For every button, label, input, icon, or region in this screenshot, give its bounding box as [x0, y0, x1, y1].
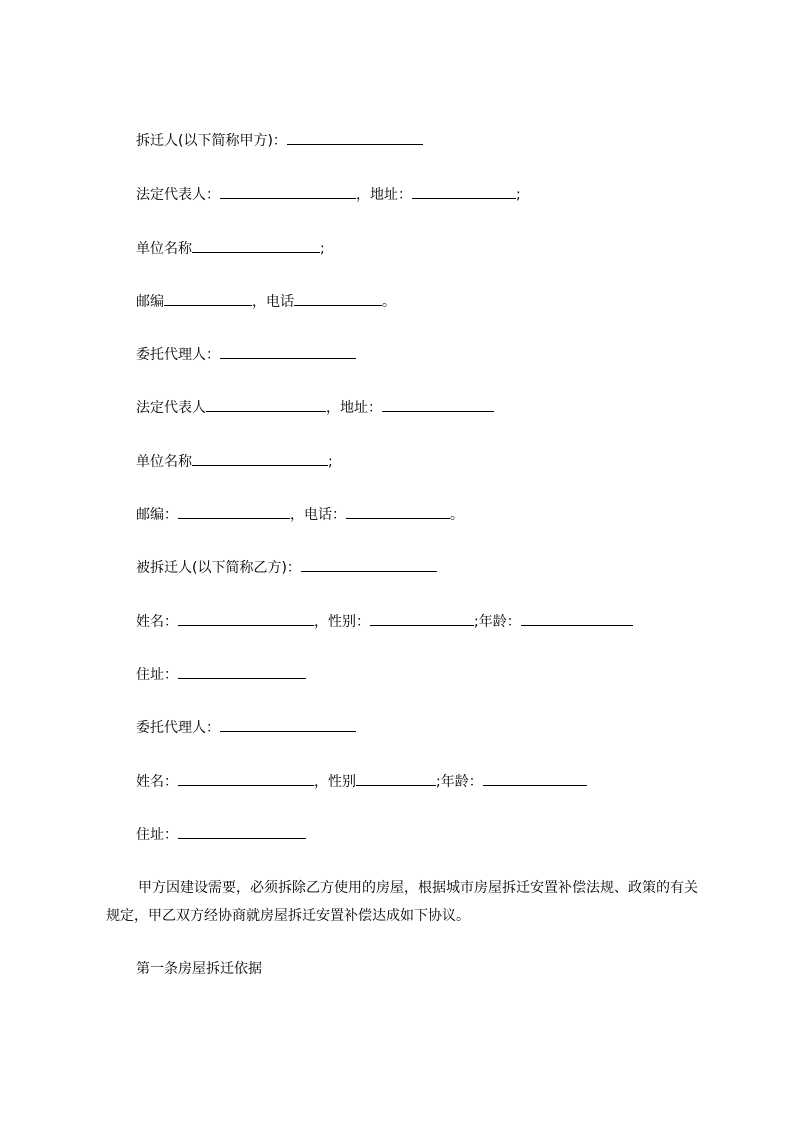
agent-line	[136, 344, 356, 365]
phone-label: ，电话：	[290, 507, 346, 523]
demolisher-blank	[287, 130, 423, 145]
agreement-intro-paragraph: 甲方因建设需要，必须拆除乙方使用的房屋，根据城市房屋拆迁安置补偿法规、政策的有关规定，甲乙双方经协商就房屋拆迁安置补偿达成如下协议。	[106, 880, 698, 924]
unit-name-blank	[192, 451, 328, 466]
postcode-label: 邮编：	[136, 507, 178, 523]
line-end-punct: 。	[450, 507, 464, 523]
personal-info-line	[136, 611, 633, 632]
demolished-party-blank	[301, 557, 437, 572]
residence-line-2	[136, 824, 306, 845]
address-label: ，地址：	[326, 400, 382, 416]
agent-blank	[220, 717, 356, 732]
legal-rep-label: 法定代表人	[136, 400, 206, 416]
phone-blank	[294, 291, 382, 306]
name-label: 姓名：	[136, 614, 178, 630]
demolisher-label: 拆迁人(以下简称甲方)：	[136, 133, 287, 149]
unit-name-line	[136, 238, 325, 259]
agent-blank	[220, 344, 356, 359]
residence-label: 住址：	[136, 667, 178, 683]
age-blank	[483, 771, 587, 786]
postcode-blank	[164, 291, 252, 306]
personal-info-line-2	[136, 771, 587, 792]
name-label: 姓名：	[136, 774, 178, 790]
address-label: ，地址：	[356, 187, 412, 203]
postcode-blank	[178, 504, 290, 519]
age-label: ;年龄：	[474, 614, 521, 630]
age-blank	[521, 611, 633, 626]
age-label: ;年龄：	[436, 774, 483, 790]
postcode-label: 邮编	[136, 294, 164, 310]
agent-line-2	[136, 717, 356, 738]
unit-name-label: 单位名称	[136, 454, 192, 470]
legal-rep-line-2	[136, 397, 494, 418]
residence-line	[136, 664, 306, 685]
name-blank	[178, 611, 314, 626]
address-blank	[412, 184, 516, 199]
unit-name-line-2	[136, 451, 333, 472]
phone-blank	[346, 504, 450, 519]
agent-label: 委托代理人：	[136, 720, 220, 736]
legal-rep-blank	[220, 184, 356, 199]
line-end-punct: ;	[328, 454, 333, 470]
postcode-line-2	[136, 504, 464, 525]
postcode-line	[136, 291, 396, 312]
unit-name-label: 单位名称	[136, 241, 192, 257]
legal-rep-line	[136, 184, 521, 205]
line-end-punct: ;	[320, 241, 325, 257]
line-end-punct: 。	[382, 294, 396, 310]
line-end-punct: ;	[516, 187, 521, 203]
demolisher-line	[136, 130, 423, 151]
phone-label: ，电话	[252, 294, 294, 310]
legal-rep-blank	[206, 397, 326, 412]
residence-blank	[178, 664, 306, 679]
legal-rep-label: 法定代表人：	[136, 187, 220, 203]
gender-label: ，性别	[314, 774, 356, 790]
residence-label: 住址：	[136, 827, 178, 843]
name-blank	[178, 771, 314, 786]
residence-blank	[178, 824, 306, 839]
address-blank	[382, 397, 494, 412]
section-title: 第一条房屋拆迁依据	[136, 961, 262, 977]
demolished-party-label: 被拆迁人(以下简称乙方)：	[136, 560, 301, 576]
gender-label: ，性别：	[314, 614, 370, 630]
demolished-party-line	[136, 557, 437, 578]
gender-blank	[356, 771, 436, 786]
gender-blank	[370, 611, 474, 626]
agent-label: 委托代理人：	[136, 347, 220, 363]
unit-name-blank	[192, 238, 320, 253]
